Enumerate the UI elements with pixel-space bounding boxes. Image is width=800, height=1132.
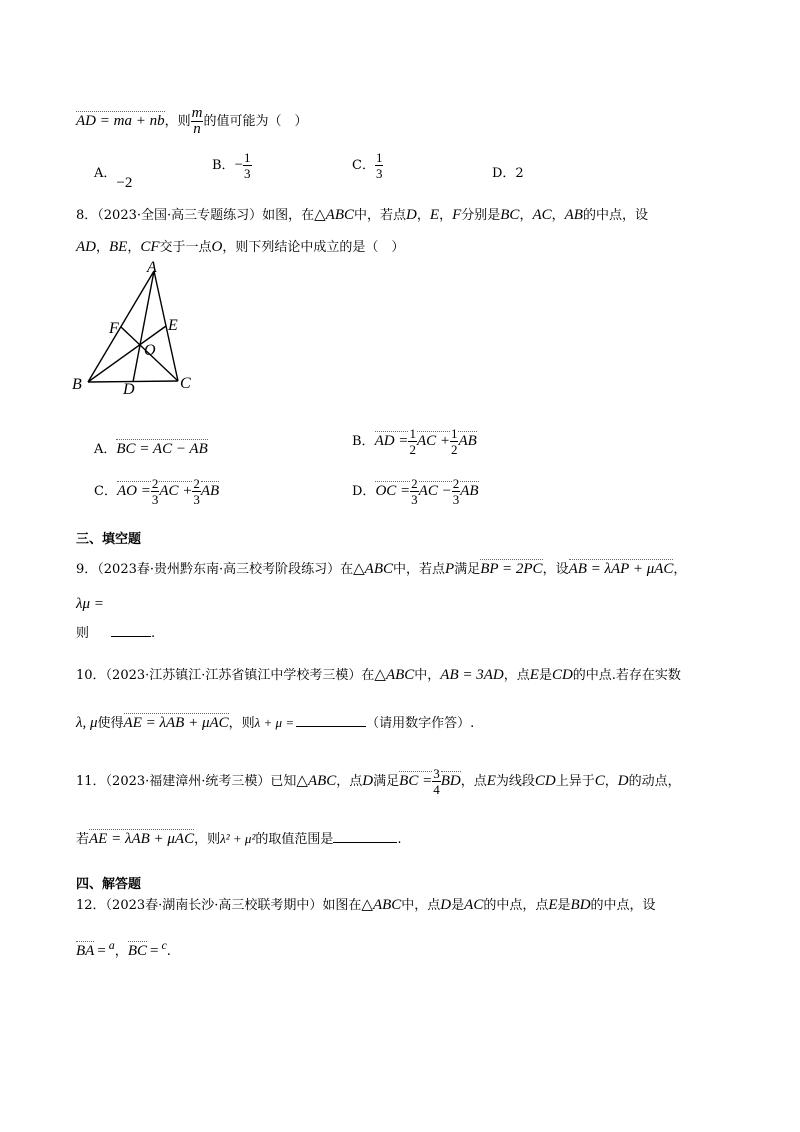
expression: λ + μ = (254, 715, 295, 730)
option-fraction (243, 150, 252, 181)
question-number: 12． (76, 898, 106, 913)
frac-num: 2 (452, 476, 460, 491)
vec: AC − (418, 483, 452, 499)
option-label: D． (352, 484, 376, 499)
frac-num: 1 (450, 426, 458, 441)
point-c: C (594, 773, 605, 789)
text: ，点 (336, 774, 363, 789)
q7-option-a[interactable] (94, 162, 133, 191)
text: ， (519, 208, 533, 223)
option-equation: BC = AC − AB (116, 441, 208, 457)
rhs: BD (440, 773, 461, 789)
label-b: B (72, 376, 82, 393)
q8-triangle-figure (70, 258, 200, 393)
frac-num: 2 (411, 476, 418, 491)
segment-be: BE (109, 239, 128, 255)
section-heading-fill-in: 三、填空题 (76, 532, 142, 547)
frac (432, 766, 441, 797)
q7-frac-den: n (193, 121, 201, 137)
q11-stem-line1 (76, 766, 681, 797)
point-e: E (486, 773, 496, 789)
q8-option-a[interactable] (94, 438, 208, 458)
vector-bc: BC (127, 943, 147, 959)
question-source: （2023春·湖南长沙·高三校联考期中）如图在 (105, 898, 362, 913)
text: . (151, 626, 156, 641)
point-e: E (429, 207, 440, 223)
frac (192, 476, 201, 507)
frac-den: 3 (244, 166, 251, 181)
frac-num: 1 (375, 150, 383, 165)
text: 是 (557, 898, 571, 913)
segment-cd: CD (534, 773, 556, 789)
text: 是 (538, 668, 552, 683)
q7-frac-num: m (191, 105, 203, 121)
option-value: −2 (116, 175, 133, 191)
text: 分别是 (461, 208, 501, 223)
equation: AE = λAB + μAC (123, 715, 229, 731)
expression: λμ = (76, 596, 104, 612)
segment-ac: AC (464, 897, 484, 913)
q10-stem-line2 (76, 712, 474, 732)
lhs: BC = (399, 773, 433, 789)
vec: AB (458, 433, 477, 449)
q8-option-c[interactable] (94, 476, 219, 507)
triangle: △ABC (361, 897, 402, 913)
frac-den: 3 (452, 492, 460, 507)
equation: AB = 3AD (440, 667, 504, 683)
option-sign: − (234, 157, 244, 173)
option-label: A． (94, 442, 117, 457)
triangle: △ABC (296, 773, 337, 789)
segment-ad: AD (76, 239, 96, 255)
frac-num: 2 (193, 476, 200, 491)
q9-answer-line (76, 622, 155, 641)
frac-den: 3 (151, 492, 159, 507)
triangle: △ABC (374, 667, 415, 683)
text: ， (416, 208, 430, 223)
frac (410, 476, 419, 507)
label-e: E (168, 317, 178, 334)
text: 交于一点 (159, 240, 212, 255)
frac-den: 3 (193, 492, 200, 507)
answer-blank[interactable] (296, 726, 366, 727)
vector-a: a (108, 938, 115, 952)
text: 若 (76, 832, 90, 847)
text: ，设 (542, 562, 569, 577)
q7-option-b[interactable] (212, 150, 252, 181)
text: 为线段 (495, 774, 535, 789)
q8-option-d[interactable] (352, 476, 479, 507)
q12-stem-line1 (76, 894, 656, 914)
text: ，则下列结论中成立的是（ ） (222, 240, 405, 255)
equation: AE = λAB + μAC (89, 831, 195, 847)
option-label: D．2 (492, 166, 524, 181)
frac-den: 3 (375, 166, 383, 181)
text: 的中点，设 (582, 208, 648, 223)
frac-den: 2 (450, 442, 458, 457)
text: ， (96, 240, 110, 255)
frac (408, 426, 417, 457)
text: ， (551, 208, 565, 223)
text: 满足 (454, 562, 481, 577)
segment-bd: BD (570, 897, 591, 913)
section-heading-solutions: 四、解答题 (76, 877, 142, 892)
text: . (397, 832, 402, 847)
equals: = (149, 943, 159, 959)
q10-stem-line1 (76, 664, 681, 684)
point-d: D (617, 773, 629, 789)
text: ，则 (194, 832, 221, 847)
answer-blank[interactable] (333, 842, 397, 843)
vec: AC + (416, 433, 450, 449)
vec: AB (200, 483, 220, 499)
equation: BP = 2PC (480, 561, 543, 577)
text: 的中点，点 (483, 898, 549, 913)
q7-option-d[interactable] (492, 162, 524, 181)
q7-option-c[interactable] (352, 150, 383, 181)
option-label: C． (94, 484, 117, 499)
point-f: F (452, 207, 462, 223)
point-e: E (548, 897, 558, 913)
q12-stem-line2 (76, 940, 171, 960)
option-label: B． (212, 158, 235, 173)
lhs: OC = (375, 483, 411, 499)
label-f: F (109, 320, 119, 337)
text: 使得 (97, 716, 124, 731)
option-label: B． (352, 434, 375, 449)
variables: λ, μ (76, 715, 98, 731)
frac-num: 3 (433, 766, 440, 781)
lhs: AO = (116, 483, 151, 499)
text: 中，若点 (354, 208, 407, 223)
question-number: 9． (76, 562, 98, 577)
q7-equation: AD = ma + nb (76, 113, 165, 129)
expression: λ² + μ² (220, 831, 256, 846)
question-source: （2023春·贵州黔东南·高三校考阶段练习）在 (97, 562, 354, 577)
option-label: A． (94, 166, 117, 181)
text: ， (114, 944, 128, 959)
question-number: 10． (76, 668, 106, 683)
q9-stem-line1 (76, 558, 686, 578)
segment-ac: AC (532, 207, 552, 223)
q8-stem-line2 (76, 236, 404, 256)
text: 的动点， (628, 774, 681, 789)
option-fraction (375, 150, 384, 181)
segment-bc: BC (500, 207, 520, 223)
text: 中， (414, 668, 441, 683)
question-source: （2023·全国·高三专题练习）如图，在 (97, 208, 315, 223)
triangle: △ABC (353, 561, 394, 577)
text: 是 (451, 898, 465, 913)
text: 上异于 (555, 774, 595, 789)
point-e: E (529, 667, 539, 683)
q8-option-b[interactable] (352, 426, 477, 457)
segment-cd: CD (551, 667, 573, 683)
text: 中，点 (401, 898, 441, 913)
question-source: （2023·江苏镇江·江苏省镇江中学校考三模）在 (105, 668, 375, 683)
point-d: D (440, 897, 452, 913)
text: 的取值范围是 (255, 832, 334, 847)
point-d: D (406, 207, 417, 223)
text: 的中点.若存在实数 (572, 668, 681, 683)
frac-den: 4 (433, 782, 440, 797)
label-d: D (123, 381, 135, 398)
frac-num: 2 (151, 476, 159, 491)
segment-ab: AB (564, 207, 583, 223)
frac-num: 1 (244, 150, 251, 165)
vec: AC + (159, 483, 193, 499)
label-a: A (147, 259, 157, 276)
frac-num: 1 (409, 426, 416, 441)
vector-c: c (161, 938, 167, 952)
q7-text: ，则 (164, 114, 191, 129)
text: （请用数字作答）. (366, 716, 475, 731)
question-source: （2023·福建漳州·统考三模）已知 (105, 774, 297, 789)
q7-stem (76, 106, 307, 137)
text: ，点 (503, 668, 530, 683)
text: 中，若点 (393, 562, 446, 577)
equals: = (97, 943, 106, 959)
frac-den: 2 (409, 442, 416, 457)
text: 则 (76, 626, 90, 641)
text: . (166, 944, 171, 959)
point-p: P (445, 561, 455, 577)
triangle: △ABC (314, 207, 355, 223)
q8-stem-line1 (76, 204, 648, 224)
text: ，则 (228, 716, 255, 731)
frac (452, 476, 461, 507)
answer-blank[interactable] (111, 636, 151, 637)
text: ， (127, 240, 141, 255)
q11-stem-line2 (76, 828, 402, 848)
question-number: 11． (76, 774, 106, 789)
vec: AB (460, 483, 479, 499)
text: ， (439, 208, 453, 223)
q9-stem-line2 (76, 596, 106, 623)
q7-text2: 的值可能为（ ） (203, 114, 308, 129)
lhs: AD = (374, 433, 409, 449)
text: ， (673, 562, 687, 577)
q7-fraction (191, 106, 204, 137)
option-label: C． (352, 158, 375, 173)
label-o: O (144, 342, 156, 359)
point-o: O (211, 239, 223, 255)
equation: AB = λAP + μAC (568, 561, 674, 577)
q8-label-d-svg (120, 378, 150, 398)
frac-den: 3 (411, 492, 418, 507)
text: 的中点，设 (590, 898, 656, 913)
label-c: C (180, 375, 191, 392)
text: ， (604, 774, 618, 789)
text: 满足 (373, 774, 400, 789)
question-number: 8． (76, 208, 98, 223)
segment-cf: CF (140, 239, 160, 255)
point-d: D (362, 773, 374, 789)
text: ，点 (460, 774, 487, 789)
vector-ba: BA (76, 943, 95, 959)
